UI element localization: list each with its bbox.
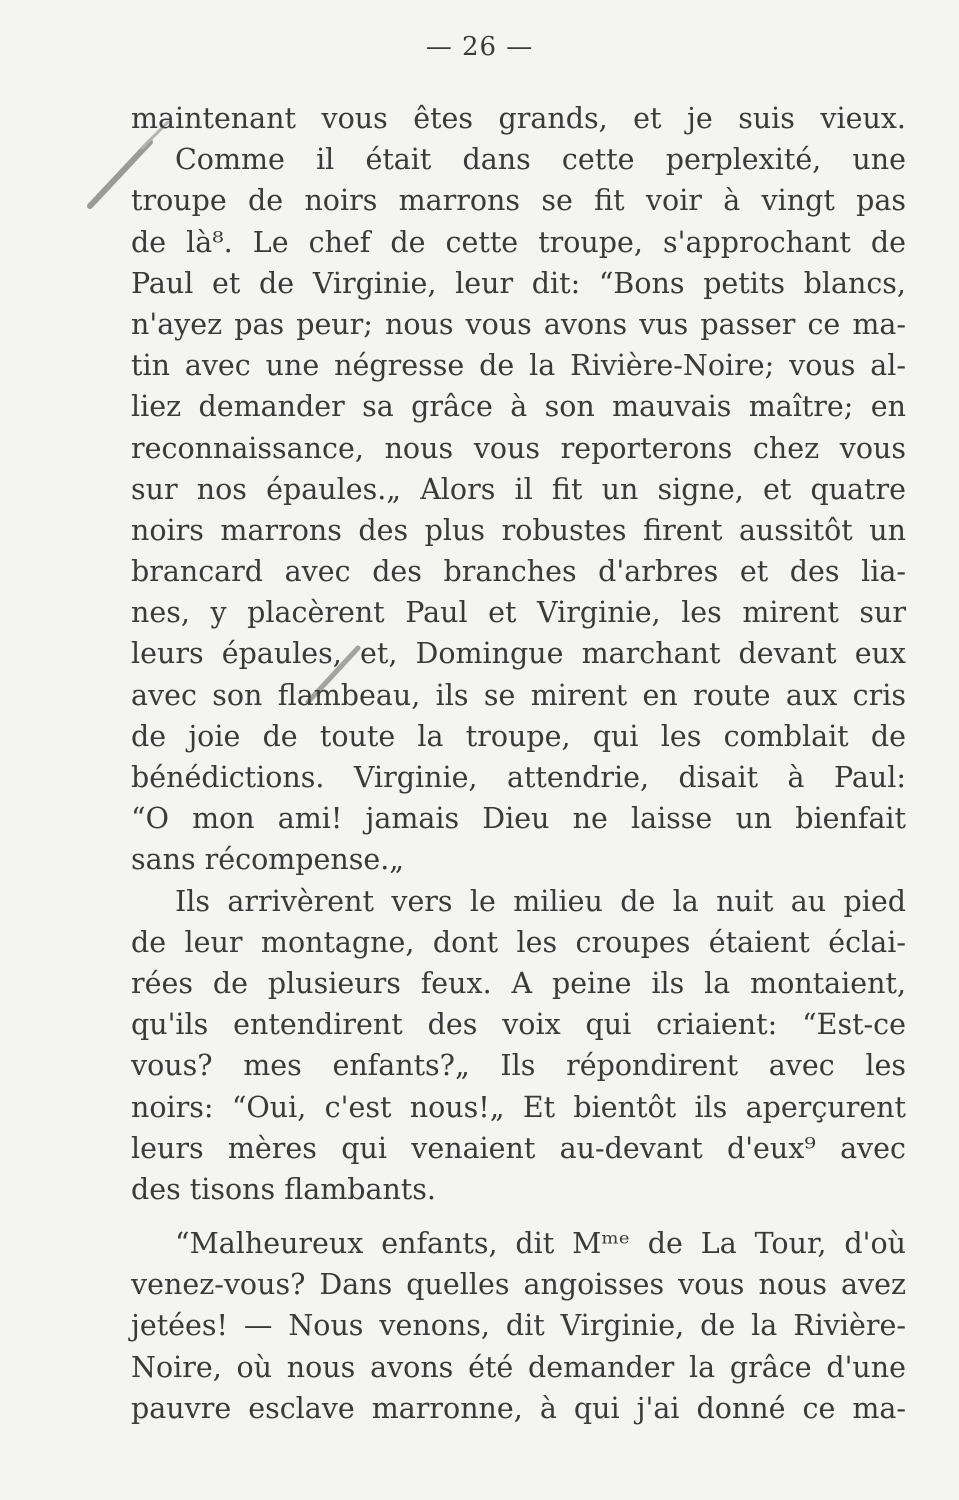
body-text — [131, 98, 906, 1429]
text-line: venez-vous? Dans quelles angoisses vous nous avez — [131, 1268, 906, 1302]
text-line: liez demander sa grâce à son mauvais maître; en — [131, 390, 906, 424]
text-line: troupe de noirs marrons se fit voir à vingt pas — [131, 184, 906, 218]
text-line: noirs: “Oui, c'est nous!„ Et bientôt ils aperçurent — [131, 1090, 906, 1124]
text-line: leurs épaules, et, Domingue marchant devant eux — [131, 637, 906, 671]
text-line: noirs marrons des plus robustes firent aussitôt un — [131, 513, 906, 547]
paragraph-gap — [131, 1210, 906, 1223]
text-line: pauvre esclave marronne, à qui j'ai donné ce ma- — [131, 1391, 906, 1425]
text-line: n'ayez pas peur; nous vous avons vus passer ce ma- — [131, 307, 906, 341]
text-line: Noire, où nous avons été demander la grâce d'une — [131, 1350, 906, 1384]
text-line: Ils arrivèrent vers le milieu de la nuit au pied — [175, 884, 906, 918]
text-line: nes, y placèrent Paul et Virginie, les mirent sur — [131, 596, 906, 630]
text-line: avec son flambeau, ils se mirent en route aux cris — [131, 678, 906, 712]
text-line: maintenant vous êtes grands, et je suis vieux. — [131, 102, 906, 135]
text-line: vous? mes enfants?„ Ils répondirent avec les — [131, 1049, 906, 1083]
text-line: sans récompense.„ — [131, 843, 405, 877]
text-line: jetées! — Nous venons, dit Virginie, de la Rivière- — [131, 1309, 906, 1343]
text-line: sur nos épaules.„ Alors il fit un signe, et quatre — [131, 472, 906, 506]
text-line: Paul et de Virginie, leur dit: “Bons petits blancs, — [131, 266, 906, 300]
text-line: de là⁸. Le chef de cette troupe, s'approchant de — [131, 225, 906, 259]
text-line: bénédictions. Virginie, attendrie, disait à Paul: — [131, 761, 906, 794]
text-line: de leur montagne, dont les croupes étaient éclai- — [131, 925, 906, 959]
text-line: des tisons flambants. — [131, 1172, 436, 1206]
text-line: reconnaissance, nous vous reporterons chez vous — [131, 431, 906, 465]
text-line: leurs mères qui venaient au-devant d'eux⁹ avec — [131, 1131, 906, 1165]
text-line: tin avec une négresse de la Rivière-Noire; vous al- — [131, 349, 906, 383]
page-number: — 26 — — [425, 32, 534, 62]
text-line: brancard avec des branches d'arbres et des lia- — [131, 555, 906, 589]
text-line: “O mon ami! jamais Dieu ne laisse un bienfait — [131, 802, 906, 836]
text-line: qu'ils entendirent des voix qui criaient: “Est-ce — [131, 1008, 906, 1042]
text-line: “Malheureux enfants, dit Mᵐᵉ de La Tour, d'où — [175, 1227, 906, 1261]
text-line: Comme il était dans cette perplexité, une — [175, 143, 906, 177]
text-line: de joie de toute la troupe, qui les comblait de — [131, 719, 906, 753]
text-line: rées de plusieurs feux. A peine ils la montaient, — [131, 966, 906, 1000]
